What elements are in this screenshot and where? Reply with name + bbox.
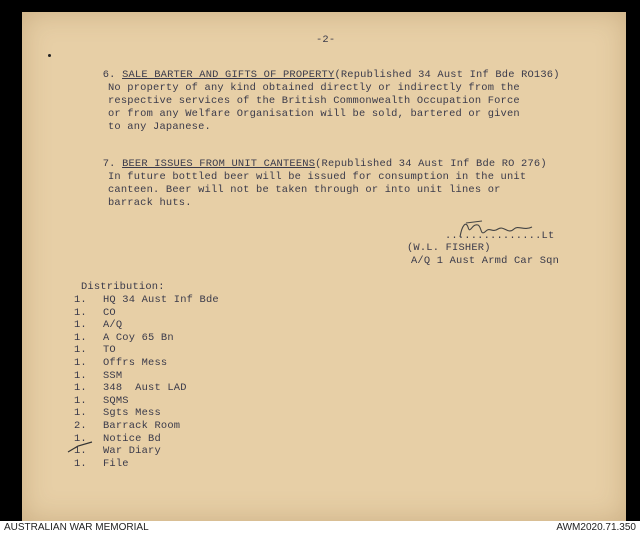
distribution-recipient: CO: [103, 306, 116, 319]
check-mark: [66, 440, 96, 456]
signature-dots-line: ...............Lt: [445, 230, 555, 242]
distribution-recipient: War Diary: [103, 445, 161, 458]
distribution-recipient: A/Q: [103, 319, 123, 332]
footer-source: AUSTRALIAN WAR MEMORIAL: [4, 522, 149, 533]
distribution-recipient: Barrack Room: [103, 420, 181, 432]
section-6-ref: (Republished 34 Aust Inf Bde RO136): [334, 69, 560, 81]
footer-accession: AWM2020.71.350: [556, 522, 636, 533]
distribution-recipient: SQMS: [103, 394, 129, 407]
section-7-number: 7.: [102, 158, 116, 170]
section-7-body-line: In future bottled beer will be issued for consumption in the unit: [108, 171, 527, 183]
distribution-qty: 1.: [74, 294, 87, 306]
signatory-name: (W.L. FISHER): [407, 242, 491, 254]
section-6-title: SALE BARTER AND GIFTS OF PROPERTY: [122, 69, 335, 81]
distribution-recipient: HQ 34 Aust Inf Bde: [103, 294, 219, 306]
distribution-qty: 1.: [74, 369, 87, 382]
distribution-recipient: SSM: [103, 369, 123, 382]
document-page: [22, 12, 626, 521]
distribution-recipient: File: [103, 457, 129, 470]
section-6-body-line: No property of any kind obtained directly or indirectly from the: [108, 82, 520, 94]
distribution-qty: 1.: [74, 382, 87, 395]
section-7-body-line: barrack huts.: [108, 197, 192, 209]
section-6-body-line: or from any Welfare Organisation will be sold, bartered or given: [108, 108, 520, 120]
section-7-ref: (Republished 34 Aust Inf Bde RO 276): [315, 158, 547, 170]
distribution-recipient: TO: [103, 344, 116, 357]
section-7-title: BEER ISSUES FROM UNIT CANTEENS: [122, 158, 316, 170]
distribution-qty: 1.: [74, 331, 87, 344]
distribution-qty: 1.: [74, 344, 87, 357]
distribution-recipient: Notice Bd: [103, 432, 161, 445]
section-6-body-line: respective services of the British Commonwealth Occupation Force: [108, 95, 520, 107]
hole-punch-mark: [48, 54, 51, 57]
signatory-position: A/Q 1 Aust Armd Car Sqn: [411, 255, 560, 267]
distribution-recipient: A Coy 65 Bn: [103, 331, 174, 344]
page-number: -2-: [316, 34, 336, 46]
distribution-qty: 1.: [74, 319, 87, 332]
distribution-qty: 1.: [74, 357, 87, 369]
distribution-qty: 1.: [74, 306, 87, 319]
footer-bar: [0, 521, 640, 536]
distribution-heading: Distribution:: [81, 281, 165, 293]
distribution-qty: 1.: [74, 394, 87, 407]
distribution-qty: 1.: [74, 432, 87, 445]
section-6-body-line: to any Japanese.: [108, 121, 211, 133]
section-6-number: 6.: [102, 69, 116, 81]
section-7-body-line: canteen. Beer will not be taken through or into unit lines or: [108, 184, 501, 196]
distribution-qty: 1.: [74, 407, 87, 420]
distribution-recipient: 348 Aust LAD: [103, 382, 187, 395]
distribution-recipient: Offrs Mess: [103, 357, 168, 369]
distribution-recipient: Sgts Mess: [103, 407, 161, 420]
distribution-qty: 1.: [74, 445, 87, 458]
distribution-qty: 1.: [74, 457, 87, 470]
distribution-qty: 2.: [74, 420, 87, 432]
